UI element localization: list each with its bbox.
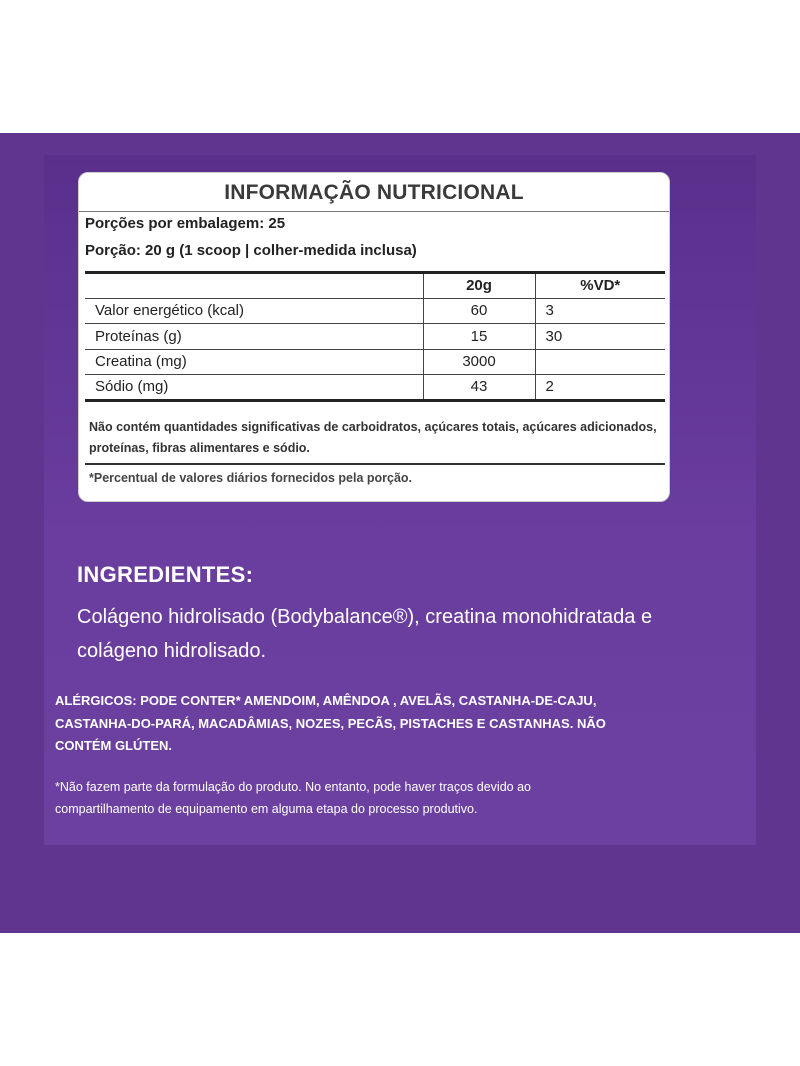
disclaimer-note: *Não fazem parte da formulação do produto. No entanto, pode haver traços devido ao compartilhamento de equipamento em alguma etapa do processo produtivo. — [55, 780, 531, 816]
nutrient-dv: 2 — [535, 375, 665, 401]
nutrient-name: Sódio (mg) — [85, 375, 423, 401]
nutrient-dv: 3 — [535, 298, 665, 324]
title-divider — [79, 211, 669, 212]
nutrient-value: 3000 — [423, 349, 535, 375]
nutrient-name: Proteínas (g) — [85, 324, 423, 350]
allergens-warning: ALÉRGICOS: PODE CONTER* AMENDOIM, AMÊNDOA , AVELÃS, CASTANHA-DE-CAJU, CASTANHA-DO-PARÁ, MACADÂMIAS, NOZES, PECÃS, PISTACHES E CASTANHAS. NÃO CONTÉM GLÚTEN. — [55, 693, 606, 753]
column-header-nutrient — [85, 273, 423, 299]
table-row — [85, 349, 665, 375]
nutrient-value: 60 — [423, 298, 535, 324]
nutrient-name: Creatina (mg) — [85, 349, 423, 375]
column-header-amount: 20g — [423, 273, 535, 299]
ingredients-title: INGREDIENTES: — [77, 562, 254, 587]
nutrient-value: 43 — [423, 375, 535, 401]
nutrient-dv — [535, 349, 665, 375]
note-divider — [85, 463, 665, 465]
table-row — [85, 298, 665, 324]
table-row — [85, 324, 665, 350]
nutrition-footnote: *Percentual de valores diários fornecidos pela porção. — [89, 471, 413, 485]
nutrient-dv: 30 — [535, 324, 665, 350]
nutrition-table — [85, 271, 665, 402]
nutrition-facts-card — [78, 172, 670, 502]
nutrition-note: Não contém quantidades significativas de carboidratos, açúcares totais, açúcares adicionados, proteínas, fibras alimentares e sódio. — [89, 420, 657, 455]
column-header-dv: %VD* — [535, 273, 665, 299]
ingredients-text: Colágeno hidrolisado (Bodybalance®), creatina monohidratada e colágeno hidrolisado. — [77, 606, 653, 662]
nutrient-value: 15 — [423, 324, 535, 350]
nutrition-title: INFORMAÇÃO NUTRICIONAL — [224, 181, 524, 204]
nutrient-name: Valor energético (kcal) — [85, 298, 423, 324]
table-header-row — [85, 273, 665, 299]
servings-per-package: Porções por embalagem: 25 — [85, 215, 286, 232]
table-row — [85, 375, 665, 401]
serving-size: Porção: 20 g (1 scoop | colher-medida inclusa) — [85, 242, 417, 259]
